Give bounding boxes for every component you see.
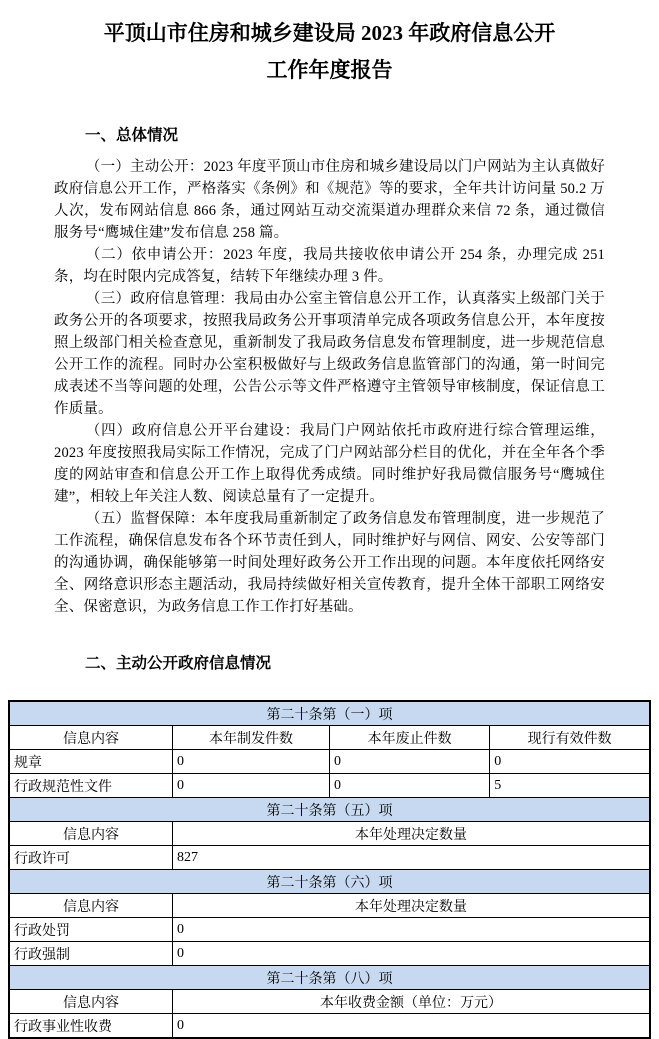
table-row-label: 规章 bbox=[9, 750, 172, 774]
table-row bbox=[9, 774, 650, 798]
table-band-header: 第二十条第（八）项 bbox=[9, 966, 650, 990]
table-band-header: 第二十条第（六）项 bbox=[9, 870, 650, 894]
table-cell-value: 0 bbox=[329, 750, 489, 774]
table-band-header: 第二十条第（五）项 bbox=[9, 798, 650, 822]
disclosure-table-wrap bbox=[0, 700, 659, 1039]
table-row-label: 行政处罚 bbox=[9, 918, 172, 942]
table-row-label: 行政强制 bbox=[9, 942, 172, 966]
table-row bbox=[9, 942, 650, 966]
disclosure-table bbox=[8, 700, 651, 1039]
table-cell-value: 0 bbox=[172, 750, 329, 774]
body-paragraph: （四）政府信息公开平台建设：我局门户网站依托市政府进行综合管理运维，2023 年度按照我局实际工作情况，完成了门户网站部分栏目的优化，并在全年各个季度的网站审查和信息公开工作上取得优秀成绩。同时维护好我局微信服务号“鹰城住建”，相较上年关注人数、阅读总量有了一定提升。 bbox=[54, 423, 605, 505]
table-cell-value: 5 bbox=[490, 774, 650, 798]
disclosure-table-body bbox=[9, 701, 650, 1038]
page-title bbox=[30, 0, 629, 89]
table-row bbox=[9, 750, 650, 774]
table-column-header: 信息内容 bbox=[9, 894, 172, 918]
section-heading-overview: 一、总体情况 bbox=[85, 127, 179, 144]
table-cell-value: 0 bbox=[172, 1014, 650, 1039]
table-cell-value: 0 bbox=[172, 942, 650, 966]
table-column-header: 本年废止件数 bbox=[329, 726, 489, 750]
table-column-header: 本年制发件数 bbox=[172, 726, 329, 750]
table-column-header: 信息内容 bbox=[9, 726, 172, 750]
table-column-header: 本年处理决定数量 bbox=[172, 822, 650, 846]
body-paragraph: （二）依申请公开：2023 年度，我局共接收依申请公开 254 条，办理完成 251 条，均在时限内完成答复，结转下年继续办理 3 件。 bbox=[54, 247, 605, 285]
body-text bbox=[0, 123, 659, 673]
table-column-header: 信息内容 bbox=[9, 822, 172, 846]
table-column-header: 信息内容 bbox=[9, 990, 172, 1014]
section-heading-active-disclosure: 二、主动公开政府信息情况 bbox=[85, 655, 272, 672]
table-column-header: 本年处理决定数量 bbox=[172, 894, 650, 918]
body-paragraph: （五）监督保障：本年度我局重新制定了政务信息发布管理制度，进一步规范了工作流程，确保信息发布各个环节责任到人，同时维护好与网信、网安、公安等部门的沟通协调，确保能够第一时间处理好政务公开工作出现的问题。本年度依托网络安全、网络意识形态主题活动，我局持续做好相关宣传教育，提升全体干部职工网络安全、保密意识，为政务信息工作工作打好基础。 bbox=[54, 511, 605, 615]
table-band-header: 第二十条第（一）项 bbox=[9, 701, 650, 726]
body-paragraph: （三）政府信息管理：我局由办公室主管信息公开工作，认真落实上级部门关于政务公开的各项要求，按照我局政务公开事项清单完成各项政务信息公开，本年度按照上级部门相关检查意见，重新制发了我局政务信息发布管理制度，进一步规范信息公开工作的流程。同时办公室积极做好与上级政务信息监管部门的沟通，第一时间完成表述不当等问题的处理，公告公示等文件严格遵守主管领导审核制度，保证信息工作质量。 bbox=[54, 291, 605, 417]
table-cell-value: 0 bbox=[490, 750, 650, 774]
title-line-2: 工作年度报告 bbox=[266, 58, 393, 82]
table-column-header: 现行有效件数 bbox=[490, 726, 650, 750]
table-row-label: 行政事业性收费 bbox=[9, 1014, 172, 1039]
table-cell-value: 0 bbox=[172, 774, 329, 798]
table-cell-value: 0 bbox=[329, 774, 489, 798]
table-row bbox=[9, 918, 650, 942]
overview-paragraphs bbox=[54, 156, 605, 618]
table-row bbox=[9, 846, 650, 870]
title-line-1: 平顶山市住房和城乡建设局 2023 年政府信息公开 bbox=[103, 21, 556, 45]
table-row bbox=[9, 1014, 650, 1039]
body-paragraph: （一）主动公开：2023 年度平顶山市住房和城乡建设局以门户网站为主认真做好政府信息公开工作，严格落实《条例》和《规范》等的要求，全年共计访问量 50.2 万人次，发布网站信息 866 条，通过网站互动交流渠道办理群众来信 72 条，通过微信服务号“鹰城住建”发布信息 258 篇。 bbox=[54, 159, 605, 241]
table-cell-value: 0 bbox=[172, 918, 650, 942]
table-column-header: 本年收费金额（单位：万元） bbox=[172, 990, 650, 1014]
table-cell-value: 827 bbox=[172, 846, 650, 870]
table-row-label: 行政许可 bbox=[9, 846, 172, 870]
table-row-label: 行政规范性文件 bbox=[9, 774, 172, 798]
